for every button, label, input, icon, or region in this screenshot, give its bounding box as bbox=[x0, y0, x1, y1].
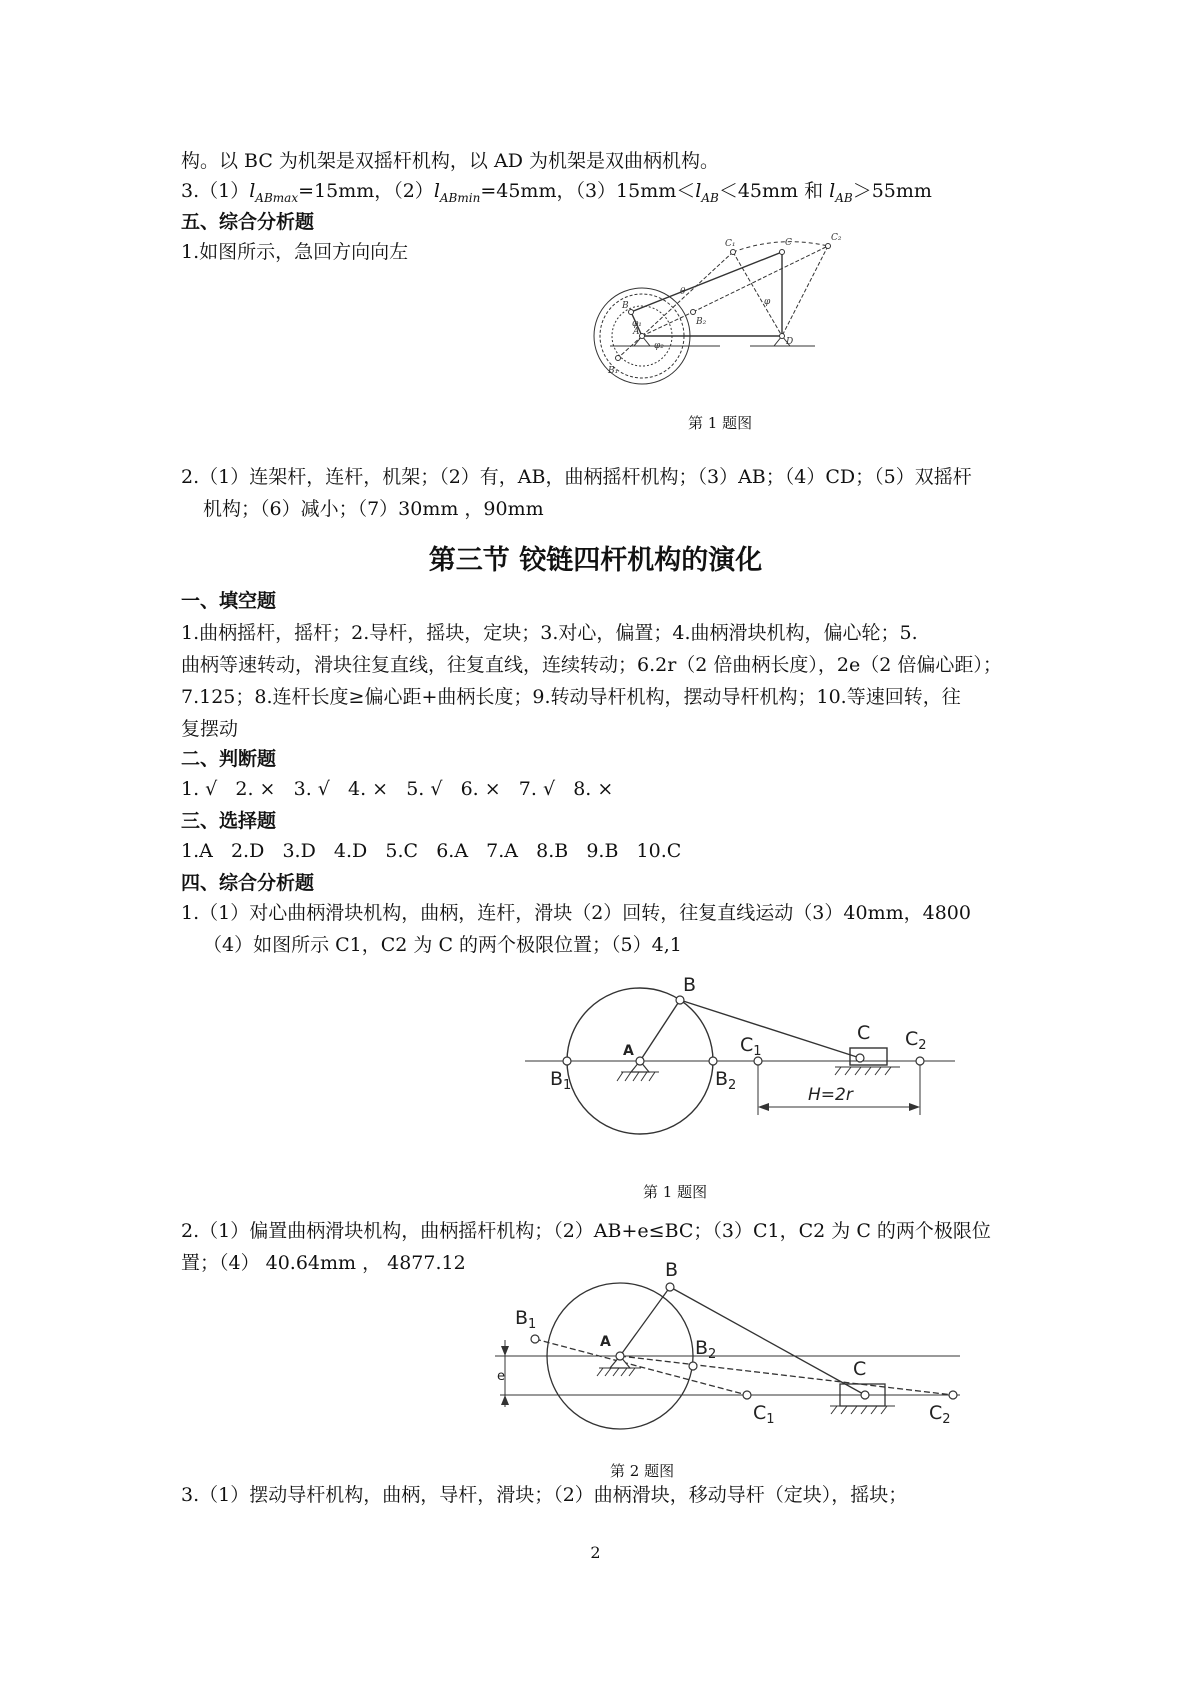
text-line: 复摆动 bbox=[181, 718, 239, 740]
label-D: D bbox=[786, 337, 794, 347]
label-C: C bbox=[857, 1022, 871, 1044]
label-B2: $B_2$ bbox=[695, 1337, 717, 1362]
label-B2: B₂ bbox=[696, 317, 707, 327]
label-C: C bbox=[785, 238, 792, 248]
text-line: 1.（1）对心曲柄滑块机构，曲柄，连杆，滑块（2）回转，往复直线运动（3）40mm，4800 bbox=[181, 902, 971, 924]
label-C1: $C_1$ bbox=[740, 1034, 762, 1059]
text-line: （4）如图所示 C1，C2 为 C 的两个极限位置；（5）4,1 bbox=[203, 934, 682, 956]
section-heading: 四、综合分析题 bbox=[181, 872, 315, 894]
label-A: A bbox=[633, 327, 640, 337]
label-e: e bbox=[497, 1369, 505, 1384]
offset-crank-slider-figure bbox=[495, 1259, 975, 1442]
page-number: 2 bbox=[590, 1543, 601, 1562]
label-C2: $C_2$ bbox=[905, 1028, 927, 1053]
label-B1: B₁ bbox=[608, 366, 619, 376]
answer-line-3: $3.(1)l_{ABmax}=15mm$，$(2)l_{ABmin}=45mm$，$(3)15mm<l_{AB}<45mm$ 和 $l_{AB}>55mm$ bbox=[181, 180, 932, 205]
label-B: B bbox=[665, 1259, 679, 1281]
figure-caption: 第 2 题图 bbox=[610, 1462, 675, 1480]
text-line: 机构；（6）减小；（7）30mm ，90mm bbox=[203, 498, 544, 520]
label-C2: C₂ bbox=[831, 233, 842, 243]
four-bar-linkage-figure bbox=[590, 230, 860, 400]
label-B1: $B_1$ bbox=[515, 1307, 537, 1332]
label-C1: $C_1$ bbox=[753, 1402, 775, 1427]
text-line: 7.125；8.连杆长度≥偏心距+曲柄长度；9.转动导杆机构，摆动导杆机构；10.等速回转，往 bbox=[181, 686, 961, 708]
label-phi1: φ₁ bbox=[632, 319, 642, 329]
label-C1: C₁ bbox=[725, 239, 736, 249]
text-line: 构。以 BC 为机架是双摇杆机构，以 AD 为机架是双曲柄机构。 bbox=[181, 150, 719, 172]
text-line: 1.如图所示，急回方向向左 bbox=[181, 241, 409, 263]
figure-caption: 第 1 题图 bbox=[643, 1183, 708, 1201]
section-title: 第三节 铰链四杆机构的演化 bbox=[428, 545, 763, 576]
figure-caption: 第 1 题图 bbox=[688, 414, 753, 432]
label-H: H=2r bbox=[808, 1085, 853, 1105]
label-B2: $B_2$ bbox=[715, 1068, 737, 1093]
label-A: A bbox=[600, 1334, 611, 1350]
label-theta: θ bbox=[680, 287, 686, 297]
label-C2: $C_2$ bbox=[929, 1402, 951, 1427]
label-B: B bbox=[683, 974, 697, 996]
text-line: 3.（1）摆动导杆机构，曲柄，导杆，滑块；（2）曲柄滑块，移动导杆（定块），摇块； bbox=[181, 1484, 908, 1506]
label-B: B bbox=[622, 301, 629, 311]
section-heading: 五、综合分析题 bbox=[181, 211, 315, 233]
label-B1: $B_1$ bbox=[550, 1068, 572, 1093]
text-line: 置；（4） 40.64mm ， 4877.12 bbox=[181, 1252, 466, 1274]
label-phi: φ bbox=[764, 297, 771, 307]
section-heading: 一、填空题 bbox=[181, 590, 277, 612]
section-heading: 三、选择题 bbox=[181, 810, 277, 832]
text-line: 1.A 2.D 3.D 4.D 5.C 6.A 7.A 8.B 9.B 10.C bbox=[181, 840, 682, 862]
text-line: 2.（1）连架杆，连杆，机架；（2）有，AB，曲柄摇杆机构；（3）AB；（4）CD；（5）双摇杆 bbox=[181, 466, 972, 488]
label-C: C bbox=[853, 1358, 867, 1380]
label-A: A bbox=[623, 1043, 634, 1059]
text-line: 曲柄等速转动，滑块往复直线，往复直线，连续转动；6.2r（2 倍曲柄长度），2e（2 倍偏心距）； bbox=[181, 654, 1002, 676]
text-line: 1.曲柄摇杆，摇杆；2.导杆，摇块，定块；3.对心，偏置；4.曲柄滑块机构，偏心轮；5. bbox=[181, 622, 918, 644]
section-heading: 二、判断题 bbox=[181, 748, 277, 770]
text-line: 2.（1）偏置曲柄滑块机构，曲柄摇杆机构；（2）AB+e≤BC；（3）C1，C2 为 C 的两个极限位 bbox=[181, 1220, 991, 1242]
crank-slider-figure bbox=[525, 965, 965, 1160]
label-phi2: φ₂ bbox=[654, 341, 664, 351]
text-line: 1. √ 2. × 3. √ 4. × 5. √ 6. × 7. √ 8. × bbox=[181, 778, 614, 800]
